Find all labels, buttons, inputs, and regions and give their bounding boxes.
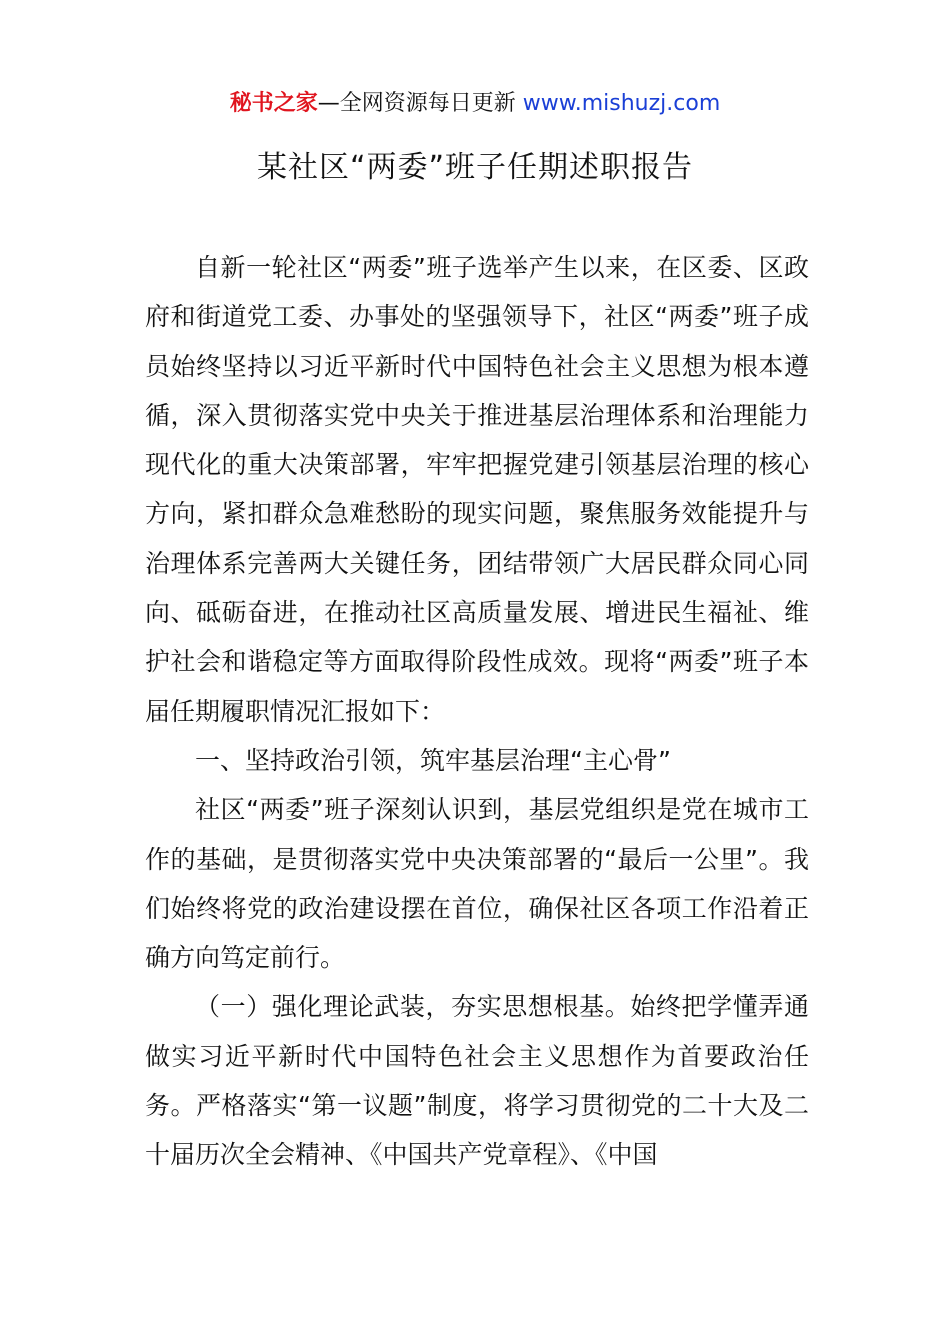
site-name: 秘书之家: [229, 91, 318, 116]
document-body: [145, 243, 809, 1180]
section-heading-1: 一、坚持政治引领，筑牢基层治理“主心骨”: [195, 745, 671, 775]
site-url-link[interactable]: www.mishuzj.com: [522, 91, 721, 116]
paragraph-subsection-1: （一）强化理论武装，夯实思想根基。始终把学懂弄通做实习近平新时代中国特色社会主义思想作为首要政治任务。严格落实“第一议题”制度，将学习贯彻党的二十大及二十届历次全会精神、《中国共产党章程》、《中国: [145, 992, 809, 1170]
paragraph-section-1: 社区“两委”班子深刻认识到，基层党组织是党在城市工作的基础，是贯彻落实党中央决策部署的“最后一公里”。我们始终将党的政治建设摆在首位，确保社区各项工作沿着正确方向笃定前行。: [145, 795, 809, 973]
paragraph-intro: 自新一轮社区“两委”班子选举产生以来，在区委、区政府和街道党工委、办事处的坚强领导下，社区“两委”班子成员始终坚持以习近平新时代中国特色社会主义思想为根本遵循，深入贯彻落实党中央关于推进基层治理体系和治理能力现代化的重大决策部署，牢牢把握党建引领基层治理的核心方向，紧扣群众急难愁盼的现实问题，聚焦服务效能提升与治理体系完善两大关键任务，团结带领广大居民群众同心同向、砥砺奋进，在推动社区高质量发展、增进民生福祉、维护社会和谐稳定等方面取得阶段性成效。现将“两委”班子本届任期履职情况汇报如下：: [145, 253, 809, 726]
site-tagline: —全网资源每日更新: [317, 91, 523, 116]
document-title: 某社区“两委”班子任期述职报告: [256, 150, 694, 185]
site-header: [0, 88, 950, 120]
